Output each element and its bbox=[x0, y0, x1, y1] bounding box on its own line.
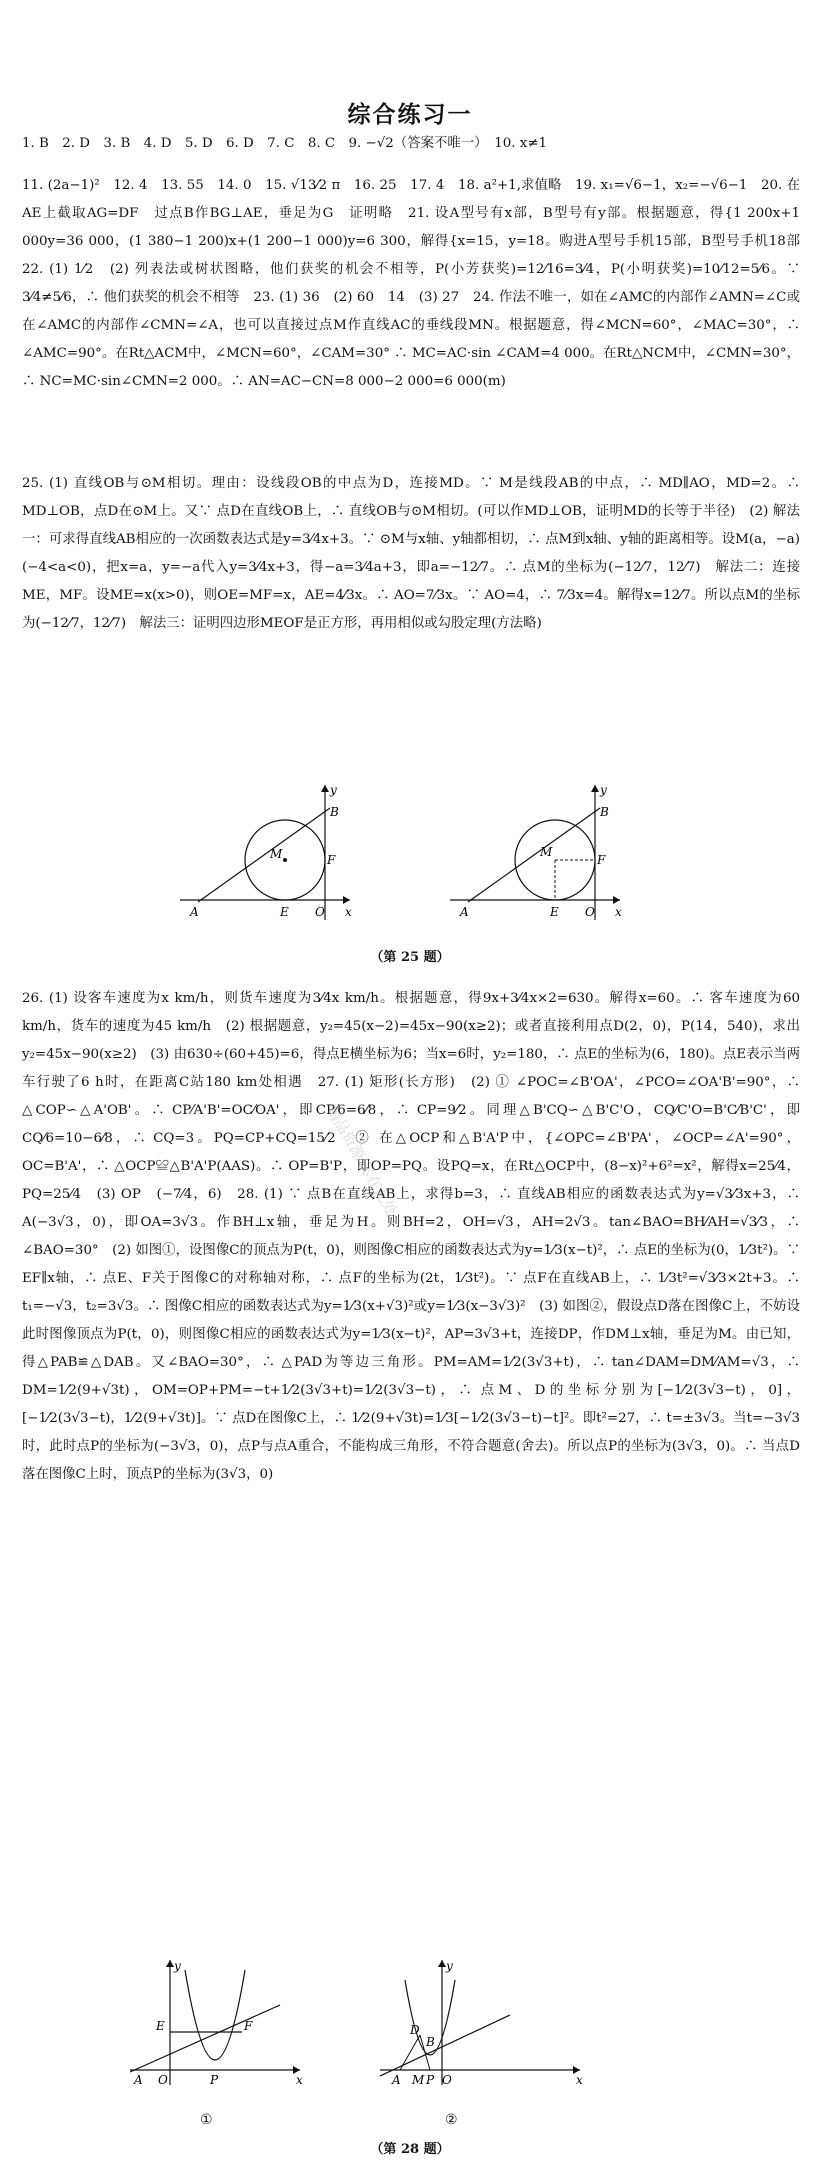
fig25-label-y: y bbox=[330, 783, 337, 797]
fig28a-label-o: O bbox=[158, 2073, 168, 2087]
fig28a-label-a: A bbox=[134, 2073, 143, 2087]
figure-28-caption: （第 28 题） bbox=[370, 2142, 450, 2157]
fig28b-label-p: P bbox=[426, 2073, 435, 2087]
answer-block-11-24: 11. (2a−1)² 12. 4 13. 55 14. 0 15. √13⁄2 π 16. 25 17. 4 18. a²+1,求值略 19. x₁=√6−1，x₂=−√6−1 20. 在AE上截取AG=DF 过点B作BG⊥AE，垂足为G 证明略 21. 设A型号有x部，B型号有y部。根据题意，得{1 200x+1 000y=36 000，(1 380−1 200)x+(1 200−1 000)y=6 300，解得{x=15，y=18。购进A型号手机15部，B型号手机18部 22. (1) 1⁄2 (2) 列表法或树状图略，他们获奖的机会不相等，P(小芳获奖)=12⁄16=3⁄4，P(小明获奖)=10⁄12=5⁄6。∵ 3⁄4≠5⁄6，∴ 他们获奖的机会不相等 23. (1) 36 (2) 60 14 (3) 27 24. 作法不唯一，如在∠AMC的内部作∠AMN=∠C或在∠AMC的内部作∠CMN=∠A，也可以直接过点M作直线AC的垂线段MN。根据题意，得∠MCN=60°，∠MAC=30°，∴ ∠AMC=90°。在Rt△ACM中，∠MCN=60°，∠CAM=30° ∴ MC=AC·sin ∠CAM=4 000。在Rt△NCM中，∠CMN=30°，∴ NC=MC·sin∠CMN=2 000。∴ AN=AC−CN=8 000−2 000=6 000(m) bbox=[22, 178, 814, 389]
fig25r-label-o: O bbox=[585, 905, 595, 919]
figure-25 bbox=[180, 780, 640, 930]
watermark: 精品资源 尽在此处 bbox=[322, 1102, 401, 1220]
answer-block-26-28: 26. (1) 设客车速度为x km/h，则货车速度为3⁄4x km/h。根据题意，得9x+3⁄4x×2=630。解得x=60。∴ 客车速度为60 km/h，货车的速度为45 km/h (2) 根据题意，y₂=45(x−2)=45x−90(x≥2)；或者直接利用点D(2，0)，P(14，540)，求出y₂=45x−90(x≥2) (3) 由630÷(60+45)=6，得点E横坐标为6；当x=6时，y₂=180，∴ 点E的坐标为(6，180)。点E表示当两车行驶了6 h时，在距离C站180 km处相遇 27. (1) 矩形(长方形) (2) ① ∠POC=∠B'OA'，∠PCO=∠OA'B'=90°，∴ △COP∽△A'OB'。∴ CP⁄A'B'=OC⁄OA'，即CP⁄6=6⁄8，∴ CP=9⁄2。同理△B'CQ∽△B'C'O，CQ⁄C'O=B'C⁄B'C'，即CQ⁄6=10−6⁄8，∴ CQ=3。PQ=CP+CQ=15⁄2 ② 在△OCP和△B'A'P中，{∠OPC=∠B'PA'，∠OCP=∠A'=90°，OC=B'A'，∴ △OCP≌△B'A'P(AAS)。∴ OP=B'P，即OP=PQ。设PQ=x，在Rt△OCP中，(8−x)²+6²=x²，解得x=25⁄4，PQ=25⁄4 (3) OP (−7⁄4，6) 28. (1) ∵ 点B在直线AB上，求得b=3，∴ 直线AB相应的函数表达式为y=√3⁄3x+3，∴ A(−3√3，0)，即OA=3√3。作BH⊥x轴，垂足为H。则BH=2，OH=√3，AH=2√3。tan∠BAO=BH⁄AH=√3⁄3，∴ ∠BAO=30° (2) 如图①，设图像C的顶点为P(t，0)，则图像C相应的函数表达式为y=1⁄3(x−t)²，∴ 点E的坐标为(0，1⁄3t²)。∵ EF∥x轴，∴ 点E、F关于图像C的对称轴对称，∴ 点F的坐标为(2t，1⁄3t²)。∵ 点F在直线AB上，∴ 1⁄3t²=√3⁄3×2t+3。∴ t₁=−√3，t₂=3√3。∴ 图像C相应的函数表达式为y=1⁄3(x+√3)²或y=1⁄3(x−3√3)² (3) 如图②，假设点D落在图像C上，不妨设此时图像顶点为P(t，0)，则图像C相应的函数表达式为y=1⁄3(x−t)²，AP=3√3+t，连接DP，作DM⊥x轴，垂足为M。由已知，得△PAB≌△DAB。又∠BAO=30°，∴ △PAD为等边三角形。PM=AM=1⁄2(3√3+t)，∴ tan∠DAM=DM⁄AM=√3，∴ DM=1⁄2(9+√3t)，OM=OP+PM=−t+1⁄2(3√3+t)=1⁄2(3√3−t)，∴ 点M、D的坐标分别为[−1⁄2(3√3−t)，0]，[−1⁄2(3√3−t)，1⁄2(9+√3t)]。∵ 点D在图像C上，∴ 1⁄2(9+√3t)=1⁄3[−1⁄2(3√3−t)−t]²。即t²=27，∴ t=±3√3。当t=−3√3时，此时点P的坐标为(−3√3，0)，点P与点A重合，不能构成三角形，不符合题意(舍去)。所以点P的坐标为(3√3，0)。∴ 当点D落在图像C上时，顶点P的坐标为(3√3，0) bbox=[22, 991, 800, 1482]
fig28b-label-o: O bbox=[442, 2073, 452, 2087]
fig28b-label-y: y bbox=[446, 1960, 453, 1973]
fig28b-label-x: x bbox=[576, 2073, 583, 2087]
fig28b-label-d: D bbox=[410, 2023, 420, 2037]
answer-block-1-10: 1. B 2. D 3. B 4. D 5. D 6. D 7. C 8. C 9. −√2（答案不唯一） 10. x≠1 bbox=[22, 136, 548, 151]
figure-28-sub1: ① bbox=[200, 2112, 213, 2128]
fig28b-label-b: B bbox=[426, 2035, 435, 2049]
fig28b-label-a: A bbox=[392, 2073, 401, 2087]
fig28a-label-f: F bbox=[244, 2019, 253, 2033]
fig25-label-e: E bbox=[280, 905, 289, 919]
fig28a-label-y: y bbox=[174, 1960, 181, 1973]
fig25r-label-e: E bbox=[550, 905, 559, 919]
fig25r-label-x: x bbox=[615, 905, 622, 919]
fig25-label-m: M bbox=[270, 847, 283, 861]
fig25-label-a: A bbox=[190, 905, 199, 919]
fig28a-label-p: P bbox=[210, 2073, 219, 2087]
fig25r-label-y: y bbox=[600, 783, 607, 797]
page-title: 综合练习一 bbox=[347, 102, 473, 128]
figure-28-sub2: ② bbox=[445, 2112, 458, 2128]
fig25-label-o: O bbox=[315, 905, 325, 919]
fig25r-label-m: M bbox=[540, 845, 553, 859]
fig25-label-x: x bbox=[345, 905, 352, 919]
figure-28-diagram bbox=[130, 1960, 590, 2110]
answer-block-25: 25. (1) 直线OB与⊙M相切。理由：设线段OB的中点为D，连接MD。∵ M是线段AB的中点，∴ MD∥AO，MD=2。∴ MD⊥OB，点D在⊙M上。又∵ 点D在直线OB上，∴ 直线OB与⊙M相切。(可以作MD⊥OB，证明MD的长等于半径) (2) 解法一：可求得直线AB相应的一次函数表达式是y=3⁄4x+3。∵ ⊙M与x轴、y轴都相切，∴ 点M到x轴、y轴的距离相等。设M(a，−a)(−4<a<0)，把x=a，y=−a代入y=3⁄4x+3，得−a=3⁄4a+3，即a=−12⁄7。∴ 点M的坐标为(−12⁄7，12⁄7) 解法二：连接ME，MF。设ME=x(x>0)，则OE=MF=x，AE=4⁄3x。∴ AO=7⁄3x。∵ AO=4，∴ 7⁄3x=4。解得x=12⁄7。所以点M的坐标为(−12⁄7，12⁄7) 解法三：证明四边形MEOF是正方形，再用相似或勾股定理(方法略) bbox=[22, 476, 800, 631]
figure-25-diagram bbox=[180, 780, 640, 930]
fig25r-label-b: B bbox=[600, 805, 609, 819]
fig28a-label-x: x bbox=[296, 2073, 303, 2087]
fig25r-label-a: A bbox=[460, 905, 469, 919]
figure-25-caption: （第 25 题） bbox=[370, 950, 450, 965]
fig25r-label-f: F bbox=[597, 853, 606, 867]
figure-28 bbox=[130, 1960, 590, 2110]
fig25-label-b: B bbox=[330, 805, 339, 819]
fig28b-label-m: M bbox=[412, 2073, 425, 2087]
fig28a-label-e: E bbox=[156, 2019, 165, 2033]
fig25-label-f: F bbox=[327, 853, 336, 867]
